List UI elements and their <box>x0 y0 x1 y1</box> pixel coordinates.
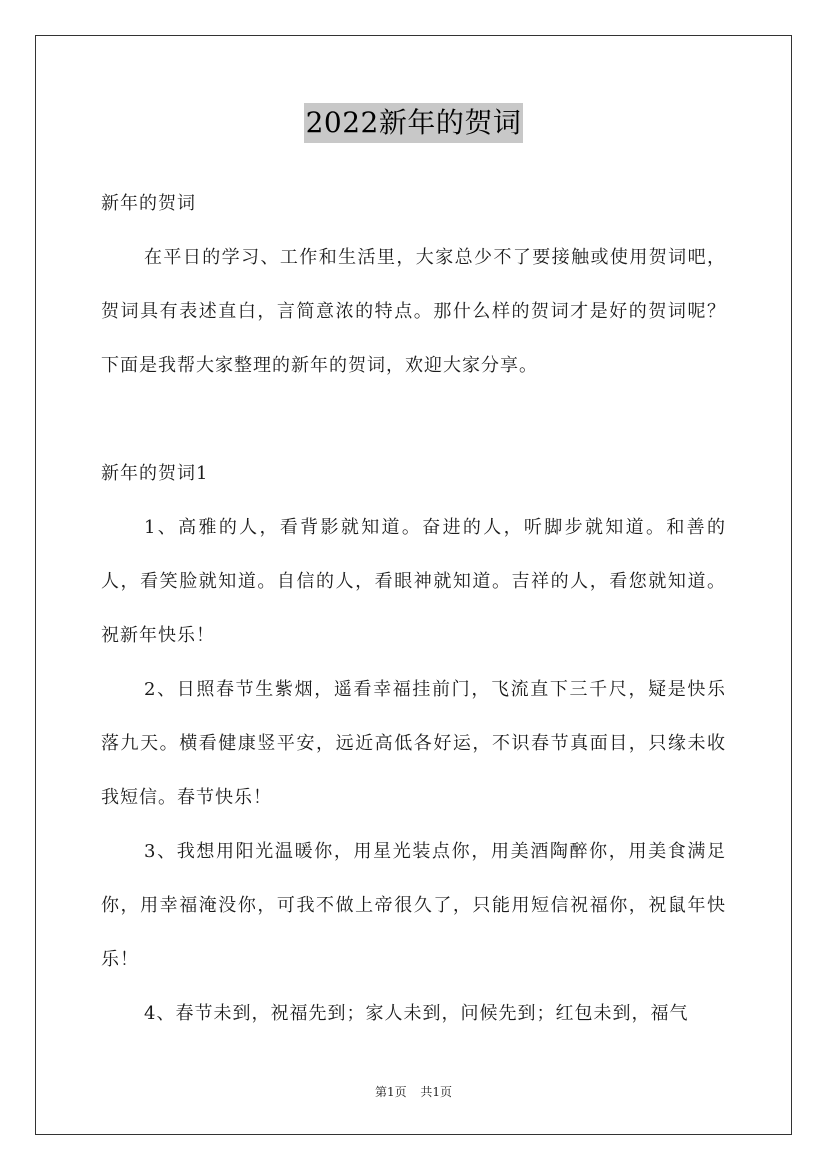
page-total: 共1页 <box>420 1085 453 1099</box>
section-heading: 新年的贺词1 <box>101 463 209 484</box>
title-container <box>0 103 827 143</box>
intro-paragraph: 在平日的学习、工作和生活里，大家总少不了要接触或使用贺词吧，贺词具有表述直白，言简意浓的特点。那什么样的贺词才是好的贺词呢？下面是我帮大家整理的新年的贺词，欢迎大家分享。 <box>101 247 726 376</box>
section-spacer <box>101 393 726 447</box>
greeting-paragraph-2: 2、日照春节生紫烟，遥看幸福挂前门，飞流直下三千尺，疑是快乐落九天。横看健康竖平安，远近高低各好运，不识春节真面目，只缘未收我短信。春节快乐！ <box>101 679 726 808</box>
document-body <box>101 177 726 1041</box>
greeting-paragraph-4: 4、春节未到，祝福先到；家人未到，问候先到；红包未到，福气 <box>144 1003 689 1024</box>
page-footer <box>0 1083 827 1100</box>
greeting-paragraph-1: 1、高雅的人，看背影就知道。奋进的人，听脚步就知道。和善的人，看笑脸就知道。自信的人，看眼神就知道。吉祥的人，看您就知道。祝新年快乐！ <box>101 517 726 646</box>
page-number: 第1页 <box>374 1085 407 1099</box>
greeting-paragraph-3: 3、我想用阳光温暖你，用星光装点你，用美酒陶醉你，用美食满足你，用幸福淹没你，可我不做上帝很久了，只能用短信祝福你，祝鼠年快乐！ <box>101 841 726 970</box>
subtitle: 新年的贺词 <box>101 193 196 214</box>
document-title: 2022新年的贺词 <box>304 103 524 143</box>
